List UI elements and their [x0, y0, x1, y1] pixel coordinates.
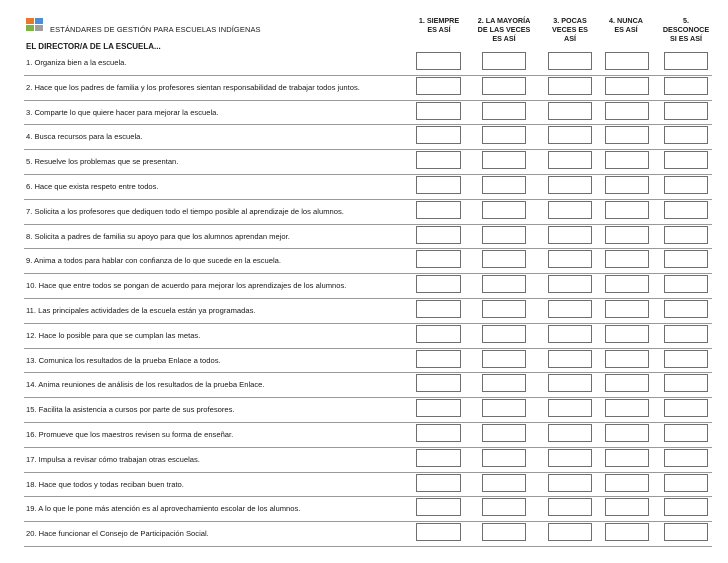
- answer-box-mayoria[interactable]: [482, 449, 526, 467]
- question-row: [0, 76, 728, 101]
- answer-box-siempre[interactable]: [416, 424, 461, 442]
- answer-box-siempre[interactable]: [416, 300, 461, 318]
- question-text: 9. Anima a todos para hablar con confianza de lo que sucede en la escuela.: [26, 256, 281, 266]
- answer-box-pocas[interactable]: [548, 77, 592, 95]
- answer-box-desconoce[interactable]: [664, 250, 708, 268]
- answer-box-pocas[interactable]: [548, 102, 592, 120]
- question-row: [0, 448, 728, 473]
- answer-box-nunca[interactable]: [605, 399, 649, 417]
- answer-box-siempre[interactable]: [416, 226, 461, 244]
- answer-box-siempre[interactable]: [416, 151, 461, 169]
- column-header-mayoria: 2. LA MAYORÍA DE LAS VECES ES ASÍ: [477, 16, 531, 43]
- answer-box-desconoce[interactable]: [664, 350, 708, 368]
- answer-box-nunca[interactable]: [605, 102, 649, 120]
- section-title: EL DIRECTOR/A DE LA ESCUELA...: [26, 42, 161, 51]
- answer-box-mayoria[interactable]: [482, 176, 526, 194]
- question-row: [0, 225, 728, 250]
- answer-box-siempre[interactable]: [416, 523, 461, 541]
- answer-box-desconoce[interactable]: [664, 374, 708, 392]
- answer-box-siempre[interactable]: [416, 399, 461, 417]
- answer-box-nunca[interactable]: [605, 52, 649, 70]
- answer-box-pocas[interactable]: [548, 449, 592, 467]
- answer-box-mayoria[interactable]: [482, 374, 526, 392]
- question-text: 12. Hace lo posible para que se cumplan las metas.: [26, 330, 201, 340]
- answer-box-mayoria[interactable]: [482, 350, 526, 368]
- answer-box-pocas[interactable]: [548, 52, 592, 70]
- answer-box-siempre[interactable]: [416, 77, 461, 95]
- answer-box-siempre[interactable]: [416, 374, 461, 392]
- answer-box-mayoria[interactable]: [482, 275, 526, 293]
- question-row: [0, 398, 728, 423]
- answer-box-pocas[interactable]: [548, 126, 592, 144]
- answer-box-pocas[interactable]: [548, 374, 592, 392]
- answer-box-pocas[interactable]: [548, 424, 592, 442]
- question-row: [0, 249, 728, 274]
- question-text: 18. Hace que todos y todas reciban buen trato.: [26, 479, 184, 489]
- answer-box-pocas[interactable]: [548, 474, 592, 492]
- question-text: 3. Comparte lo que quiere hacer para mejorar la escuela.: [26, 107, 219, 117]
- answer-box-mayoria[interactable]: [482, 250, 526, 268]
- answer-box-nunca[interactable]: [605, 449, 649, 467]
- answer-box-mayoria[interactable]: [482, 325, 526, 343]
- answer-box-pocas[interactable]: [548, 275, 592, 293]
- answer-box-mayoria[interactable]: [482, 226, 526, 244]
- answer-box-mayoria[interactable]: [482, 151, 526, 169]
- answer-box-pocas[interactable]: [548, 350, 592, 368]
- answer-box-siempre[interactable]: [416, 325, 461, 343]
- answer-box-pocas[interactable]: [548, 498, 592, 516]
- answer-box-desconoce[interactable]: [664, 474, 708, 492]
- org-title: ESTÁNDARES DE GESTIÓN PARA ESCUELAS INDÍGENAS: [50, 25, 261, 34]
- answer-box-pocas[interactable]: [548, 399, 592, 417]
- answer-box-nunca[interactable]: [605, 325, 649, 343]
- question-text: 19. A lo que le pone más atención es al aprovechamiento escolar de los alumnos.: [26, 504, 301, 514]
- answer-box-siempre[interactable]: [416, 250, 461, 268]
- question-row: [0, 373, 728, 398]
- answer-box-nunca[interactable]: [605, 350, 649, 368]
- question-text: 1. Organiza bien a la escuela.: [26, 58, 127, 67]
- answer-box-desconoce[interactable]: [664, 102, 708, 120]
- question-row: [0, 200, 728, 225]
- answer-box-siempre[interactable]: [416, 52, 461, 70]
- question-text: 7. Solicita a los profesores que dediquen todo el tiempo posible al aprendizaje de los alumnos.: [26, 206, 344, 216]
- question-list: [0, 51, 728, 547]
- column-header-desconoce: 5. DESCONOCE SI ES ASÍ: [662, 16, 710, 43]
- answer-box-pocas[interactable]: [548, 201, 592, 219]
- answer-box-desconoce[interactable]: [664, 300, 708, 318]
- answer-box-desconoce[interactable]: [664, 176, 708, 194]
- question-row: [0, 299, 728, 324]
- question-text: 4. Busca recursos para la escuela.: [26, 132, 143, 142]
- question-row: [0, 522, 728, 547]
- answer-box-nunca[interactable]: [605, 201, 649, 219]
- question-text: 13. Comunica los resultados de la prueba Enlace a todos.: [26, 355, 221, 365]
- answer-box-mayoria[interactable]: [482, 474, 526, 492]
- logo-icon: [26, 18, 44, 32]
- question-row: [0, 423, 728, 448]
- question-text: 16. Promueve que los maestros revisen su forma de enseñar.: [26, 429, 234, 439]
- question-text: 14. Anima reuniones de análisis de los resultados de la prueba Enlace.: [26, 380, 265, 390]
- answer-box-mayoria[interactable]: [482, 52, 526, 70]
- answer-box-mayoria[interactable]: [482, 498, 526, 516]
- answer-box-desconoce[interactable]: [664, 275, 708, 293]
- answer-box-nunca[interactable]: [605, 474, 649, 492]
- row-divider: [24, 546, 712, 547]
- answer-box-desconoce[interactable]: [664, 77, 708, 95]
- answer-box-siempre[interactable]: [416, 350, 461, 368]
- answer-box-siempre[interactable]: [416, 102, 461, 120]
- answer-box-desconoce[interactable]: [664, 498, 708, 516]
- answer-box-siempre[interactable]: [416, 201, 461, 219]
- answer-box-desconoce[interactable]: [664, 325, 708, 343]
- answer-box-nunca[interactable]: [605, 275, 649, 293]
- answer-box-pocas[interactable]: [548, 325, 592, 343]
- answer-box-nunca[interactable]: [605, 250, 649, 268]
- answer-box-desconoce[interactable]: [664, 226, 708, 244]
- answer-box-desconoce[interactable]: [664, 201, 708, 219]
- question-row: [0, 175, 728, 200]
- answer-box-nunca[interactable]: [605, 424, 649, 442]
- answer-box-pocas[interactable]: [548, 523, 592, 541]
- question-row: [0, 274, 728, 299]
- answer-box-nunca[interactable]: [605, 300, 649, 318]
- question-row: [0, 125, 728, 150]
- answer-box-mayoria[interactable]: [482, 201, 526, 219]
- answer-box-pocas[interactable]: [548, 226, 592, 244]
- answer-box-desconoce[interactable]: [664, 151, 708, 169]
- question-text: 2. Hace que los padres de familia y los profesores sientan responsabilidad de trabajar todos juntos.: [26, 82, 360, 92]
- answer-box-pocas[interactable]: [548, 250, 592, 268]
- question-text: 20. Hace funcionar el Consejo de Participación Social.: [26, 529, 209, 539]
- question-text: 17. Impulsa a revisar cómo trabajan otras escuelas.: [26, 454, 200, 464]
- answer-box-nunca[interactable]: [605, 77, 649, 95]
- question-row: [0, 101, 728, 126]
- column-header-nunca: 4. NUNCA ES ASÍ: [609, 16, 643, 34]
- answer-box-desconoce[interactable]: [664, 399, 708, 417]
- question-row: [0, 349, 728, 374]
- answer-box-nunca[interactable]: [605, 151, 649, 169]
- question-text: 8. Solicita a padres de familia su apoyo para que los alumnos aprendan mejor.: [26, 231, 290, 241]
- answer-box-mayoria[interactable]: [482, 424, 526, 442]
- answer-box-desconoce[interactable]: [664, 449, 708, 467]
- answer-box-siempre[interactable]: [416, 474, 461, 492]
- answer-box-pocas[interactable]: [548, 151, 592, 169]
- answer-box-pocas[interactable]: [548, 176, 592, 194]
- question-text: 10. Hace que entre todos se pongan de acuerdo para mejorar los aprendizajes de los alumnos.: [26, 281, 347, 291]
- answer-box-nunca[interactable]: [605, 226, 649, 244]
- answer-box-mayoria[interactable]: [482, 102, 526, 120]
- answer-box-siempre[interactable]: [416, 126, 461, 144]
- question-row: [0, 497, 728, 522]
- form-header: [0, 0, 728, 54]
- column-header-siempre: 1. SIEMPRE ES ASÍ: [418, 16, 460, 34]
- question-text: 11. Las principales actividades de la escuela están ya programadas.: [26, 305, 256, 315]
- answer-box-mayoria[interactable]: [482, 77, 526, 95]
- answer-box-siempre[interactable]: [416, 449, 461, 467]
- answer-box-desconoce[interactable]: [664, 52, 708, 70]
- answer-box-siempre[interactable]: [416, 498, 461, 516]
- question-row: [0, 473, 728, 498]
- question-row: [0, 324, 728, 349]
- answer-box-pocas[interactable]: [548, 300, 592, 318]
- answer-box-mayoria[interactable]: [482, 523, 526, 541]
- answer-box-mayoria[interactable]: [482, 126, 526, 144]
- answer-box-nunca[interactable]: [605, 176, 649, 194]
- answer-box-desconoce[interactable]: [664, 424, 708, 442]
- question-text: 6. Hace que exista respeto entre todos.: [26, 181, 159, 191]
- answer-box-desconoce[interactable]: [664, 126, 708, 144]
- answer-box-siempre[interactable]: [416, 176, 461, 194]
- answer-box-desconoce[interactable]: [664, 523, 708, 541]
- question-text: 5. Resuelve los problemas que se presentan.: [26, 157, 179, 167]
- answer-box-nunca[interactable]: [605, 523, 649, 541]
- question-text: 15. Facilita la asistencia a cursos por parte de sus profesores.: [26, 405, 235, 415]
- question-row: [0, 150, 728, 175]
- answer-box-nunca[interactable]: [605, 498, 649, 516]
- answer-box-siempre[interactable]: [416, 275, 461, 293]
- answer-box-nunca[interactable]: [605, 374, 649, 392]
- answer-box-nunca[interactable]: [605, 126, 649, 144]
- answer-box-mayoria[interactable]: [482, 300, 526, 318]
- column-header-pocas: 3. POCAS VECES ES ASÍ: [552, 16, 588, 43]
- answer-box-mayoria[interactable]: [482, 399, 526, 417]
- question-row: [0, 51, 728, 76]
